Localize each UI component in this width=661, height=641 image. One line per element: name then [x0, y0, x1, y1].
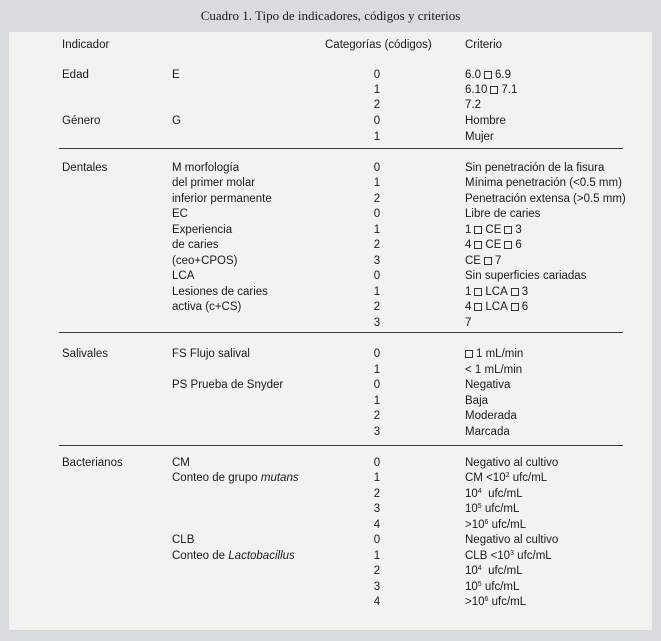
ec-crit-3a: CE: [465, 255, 481, 267]
ec-label-3: de caries: [172, 239, 219, 251]
edad-cat-2: 2: [373, 99, 381, 111]
cm-crit-1: [465, 471, 547, 485]
cm-crit-2: [465, 487, 523, 501]
clb-crit-2-sup: 4: [477, 565, 482, 572]
lca-label-2: Lesiones de caries: [172, 286, 268, 298]
salivales-label: Salivales: [62, 348, 109, 360]
ec-cat-0: 0: [373, 208, 381, 220]
box-icon: [474, 226, 482, 234]
clb-crit-2a: 10: [465, 565, 478, 577]
cm-crit-1b: ufc/mL: [509, 472, 548, 484]
frame-bottom: [0, 630, 661, 641]
ec-label-1: EC: [172, 208, 188, 220]
clb-crit-3-sup: 5: [477, 581, 482, 588]
clb-crit-4b: ufc/mL: [488, 596, 527, 608]
ec-cat-1: 1: [373, 224, 381, 236]
clb-crit-2: [465, 564, 523, 578]
box-icon: [474, 303, 482, 311]
m-label-2: del primer molar: [172, 177, 256, 189]
box-icon: [484, 71, 492, 79]
lca-crit-1a: 1: [465, 286, 472, 298]
lca-crit-2a: 4: [465, 301, 472, 313]
lca-cat-1: 1: [373, 286, 381, 298]
edad-crit-2: 7.2: [465, 99, 481, 111]
frame-left: [0, 32, 9, 641]
edad-crit-0b: 6.9: [495, 69, 511, 81]
clb-crit-1b: ufc/mL: [513, 550, 552, 562]
box-icon: [474, 241, 482, 249]
lca-crit-3: 7: [465, 317, 472, 329]
cm-crit-3: [465, 502, 519, 516]
box-icon: [474, 288, 482, 296]
section-divider: [59, 148, 623, 149]
ps-label: PS Prueba de Snyder: [172, 379, 284, 391]
lca-crit-2b: LCA: [485, 301, 508, 313]
clb-crit-3b: ufc/mL: [481, 581, 520, 593]
lca-cat-3: 3: [373, 317, 381, 329]
cm-crit-2-sup: 4: [477, 488, 482, 495]
edad-code: E: [172, 69, 180, 81]
fs-cat-0: 0: [373, 348, 381, 360]
ps-crit-2: Moderada: [465, 410, 517, 422]
edad-crit-1b: 7.1: [501, 84, 518, 96]
fs-cat-1: 1: [373, 364, 381, 376]
clb-label-2: [172, 549, 295, 563]
fs-crit-0: [465, 347, 523, 361]
edad-crit-1: [465, 83, 517, 97]
cm-crit-3a: 10: [465, 503, 478, 515]
m-crit-2: Penetración extensa (>0.5 mm): [465, 193, 626, 205]
cm-crit-4b: ufc/mL: [488, 519, 527, 531]
ps-crit-3: Marcada: [465, 426, 510, 438]
cm-crit-4: [465, 518, 526, 532]
cm-label-2-italic: mutans: [260, 472, 299, 484]
lca-crit-0: Sin superficies cariadas: [465, 270, 587, 282]
ec-label-4: (ceo+CPOS): [172, 255, 238, 267]
edad-crit-0: [465, 68, 511, 82]
clb-crit-1a: CLB <10: [465, 550, 511, 562]
ec-crit-3b: 7: [494, 255, 502, 267]
ps-cat-1: 1: [373, 395, 381, 407]
genero-crit-0: Hombre: [465, 115, 506, 127]
cm-cat-4: 4: [373, 519, 381, 531]
ps-cat-2: 2: [373, 410, 381, 422]
clb-cat-0: 0: [373, 534, 381, 546]
lca-crit-1b: LCA: [485, 286, 508, 298]
lca-cat-0: 0: [373, 270, 381, 282]
clb-crit-1: [465, 549, 552, 563]
m-label-3: inferior permanente: [172, 193, 272, 205]
clb-crit-4-sup: 6: [484, 596, 489, 603]
lca-crit-2c: 6: [521, 301, 529, 313]
cm-cat-0: 0: [373, 457, 381, 469]
genero-crit-1: Mujer: [465, 131, 494, 143]
box-icon: [465, 350, 473, 358]
dentales-label: Dentales: [62, 162, 108, 174]
m-crit-0: Sin penetración de la fisura: [465, 162, 605, 174]
ec-crit-2a: 4: [465, 239, 472, 251]
m-cat-0: 0: [373, 162, 381, 174]
section-divider: [59, 332, 623, 333]
fs-label: FS Flujo salival: [172, 348, 250, 360]
box-icon: [511, 303, 519, 311]
cm-cat-3: 3: [373, 503, 381, 515]
genero-code: G: [172, 115, 181, 127]
clb-cat-1: 1: [373, 550, 381, 562]
lca-crit-1: [465, 285, 528, 299]
lca-crit-2: [465, 300, 528, 314]
clb-crit-3a: 10: [465, 581, 478, 593]
edad-crit-1a: 6.10: [465, 84, 488, 96]
clb-label-2-text: Conteo de: [172, 550, 226, 562]
frame-right: [652, 32, 661, 641]
clb-crit-3: [465, 580, 519, 594]
box-icon: [511, 288, 519, 296]
lca-label-1: LCA: [172, 270, 195, 282]
box-icon: [504, 226, 512, 234]
m-label-1: M morfología: [172, 162, 240, 174]
edad-cat-1: 1: [373, 84, 381, 96]
ps-crit-0: Negativa: [465, 379, 511, 391]
edad-crit-0a: 6.0: [465, 69, 481, 81]
m-cat-2: 2: [373, 193, 381, 205]
cm-crit-3-sup: 5: [477, 503, 482, 510]
clb-cat-2: 2: [373, 565, 381, 577]
clb-crit-2b: ufc/mL: [481, 565, 523, 577]
box-icon: [484, 257, 492, 265]
ec-crit-3: [465, 254, 501, 268]
edad-cat-0: 0: [373, 69, 381, 81]
fs-crit-1: < 1 mL/min: [465, 364, 523, 376]
clb-label: CLB: [172, 534, 195, 546]
header-categorias: Categorías (códigos): [325, 39, 432, 51]
edad-label: Edad: [62, 69, 89, 81]
ec-crit-1: [465, 223, 522, 237]
ec-crit-1a: 1: [465, 224, 472, 236]
section-divider: [59, 445, 623, 446]
ec-label-2: Experiencia: [172, 224, 233, 236]
lca-label-3: activa (c+CS): [172, 301, 242, 313]
clb-crit-4: [465, 595, 526, 609]
cm-label-2-text: Conteo de grupo: [172, 472, 258, 484]
ps-cat-3: 3: [373, 426, 381, 438]
ec-crit-2b: CE: [485, 239, 502, 251]
ec-crit-1b: CE: [485, 224, 502, 236]
cm-label: CM: [172, 457, 190, 469]
genero-cat-1: 1: [373, 131, 381, 143]
fs-crit-0-text: 1 mL/min: [476, 348, 524, 360]
ec-crit-0: Libre de caries: [465, 208, 541, 220]
cm-crit-3b: ufc/mL: [481, 503, 520, 515]
cm-crit-2b: ufc/mL: [481, 488, 523, 500]
clb-crit-0: Negativo al cultivo: [465, 534, 559, 546]
m-crit-1: Mínima penetración (<0.5 mm): [465, 177, 622, 189]
lca-cat-2: 2: [373, 301, 381, 313]
lca-crit-1c: 3: [521, 286, 529, 298]
header-indicador: Indicador: [62, 39, 110, 51]
ec-crit-2: [465, 238, 522, 252]
cm-crit-1a: CM <10: [465, 472, 506, 484]
clb-crit-1-sup: 3: [510, 550, 514, 557]
ec-cat-3: 3: [373, 255, 381, 267]
clb-cat-3: 3: [373, 581, 381, 593]
cm-crit-4a: >10: [465, 519, 485, 531]
ps-crit-1: Baja: [465, 395, 489, 407]
ec-crit-1c: 3: [515, 224, 522, 236]
header-criterio: Criterio: [465, 39, 503, 51]
clb-cat-4: 4: [373, 596, 381, 608]
ec-crit-2c: 6: [515, 239, 522, 251]
table-title: Cuadro 1. Tipo de indicadores, códigos y criterios: [200, 8, 461, 23]
bacterianos-label: Bacterianos: [62, 457, 123, 469]
m-cat-1: 1: [373, 177, 381, 189]
box-icon: [490, 86, 498, 94]
cm-crit-4-sup: 6: [484, 519, 489, 526]
ec-cat-2: 2: [373, 239, 381, 251]
clb-crit-4a: >10: [465, 596, 485, 608]
cm-crit-1-sup: 2: [505, 472, 510, 479]
cm-cat-2: 2: [373, 488, 381, 500]
cm-crit-2a: 10: [465, 488, 478, 500]
cm-cat-1: 1: [373, 472, 381, 484]
cm-label-2: [172, 471, 299, 485]
clb-label-2-italic: Lactobacillus: [228, 550, 295, 562]
genero-label: Género: [62, 115, 101, 127]
cm-crit-0: Negativo al cultivo: [465, 457, 559, 469]
box-icon: [504, 241, 512, 249]
genero-cat-0: 0: [373, 115, 381, 127]
ps-cat-0: 0: [373, 379, 381, 391]
